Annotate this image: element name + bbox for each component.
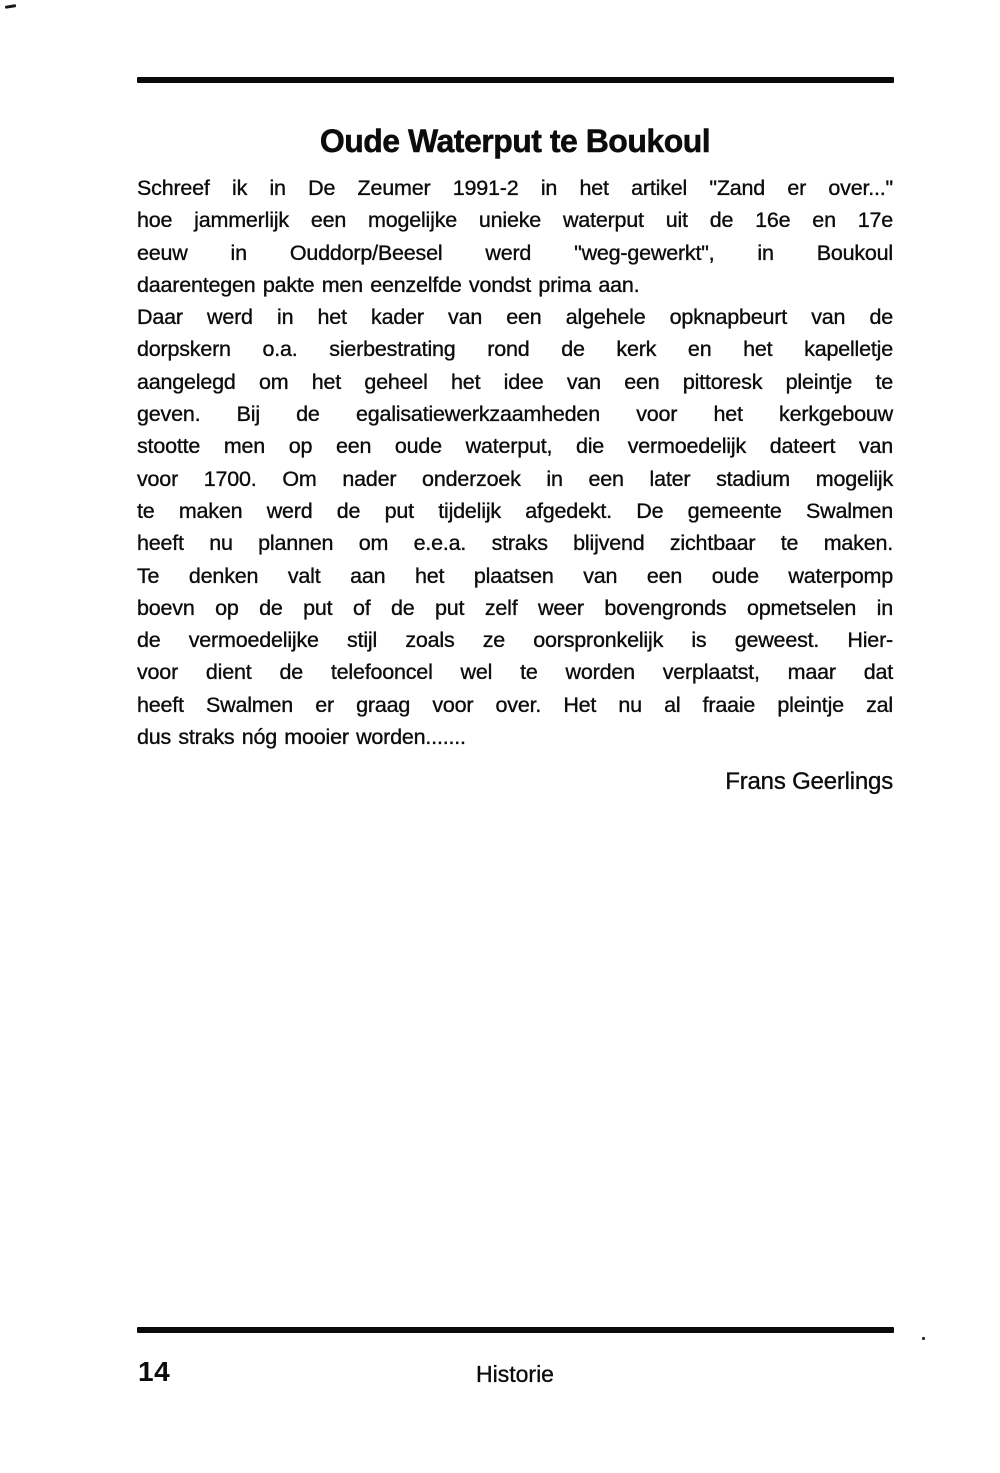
text-line: dus straks nóg mooier worden.......	[137, 725, 466, 750]
text-line: Schreef ik in De Zeumer 1991-2 in het artikel "Zand er over..."	[137, 176, 893, 200]
text-line: stootte men op een oude waterput, die vermoedelijk dateert van	[137, 434, 893, 459]
text-line: voor dient de telefooncel wel te worden verplaatst, maar dat	[137, 660, 893, 685]
article-body	[137, 172, 893, 753]
text-line: aangelegd om het geheel het idee van een pittoresk pleintje te	[137, 369, 893, 394]
text-line: heeft nu plannen om e.e.a. straks blijvend zichtbaar te maken.	[137, 531, 893, 556]
text-line: te maken werd de put tijdelijk afgedekt. De gemeente Swalmen	[137, 498, 893, 523]
bottom-rule	[137, 1327, 894, 1333]
scan-speck	[922, 1337, 925, 1340]
author-signature: Frans Geerlings	[725, 768, 893, 795]
scan-stray-mark	[5, 4, 16, 8]
text-line: Te denken valt aan het plaatsen van een oude waterpomp	[137, 563, 893, 588]
text-line: boevn op de put of de put zelf weer bovengronds opmetselen in	[137, 595, 893, 620]
text-line: heeft Swalmen er graag voor over. Het nu al fraaie pleintje zal	[137, 692, 893, 717]
text-line: geven. Bij de egalisatiewerkzaamheden voor het kerkgebouw	[137, 402, 893, 427]
page-number: 14	[138, 1356, 171, 1387]
article-title: Oude Waterput te Boukoul	[319, 123, 711, 160]
text-line: daarentegen pakte men eenzelfde vondst prima aan.	[137, 272, 640, 297]
text-line: Daar werd in het kader van een algehele opknapbeurt van de	[137, 305, 893, 330]
section-label: Historie	[476, 1361, 554, 1387]
top-rule	[137, 77, 894, 83]
text-line: voor 1700. Om nader onderzoek in een later stadium mogelijk	[137, 466, 893, 491]
text-line: dorpskern o.a. sierbestrating rond de kerk en het kapelletje	[137, 337, 893, 362]
text-line: de vermoedelijke stijl zoals ze oorspronkelijk is geweest. Hier-	[137, 628, 893, 653]
text-line: hoe jammerlijk een mogelijke unieke waterput uit de 16e en 17e	[137, 208, 893, 233]
text-line: eeuw in Ouddorp/Beesel werd "weg-gewerkt", in Boukoul	[137, 240, 893, 265]
